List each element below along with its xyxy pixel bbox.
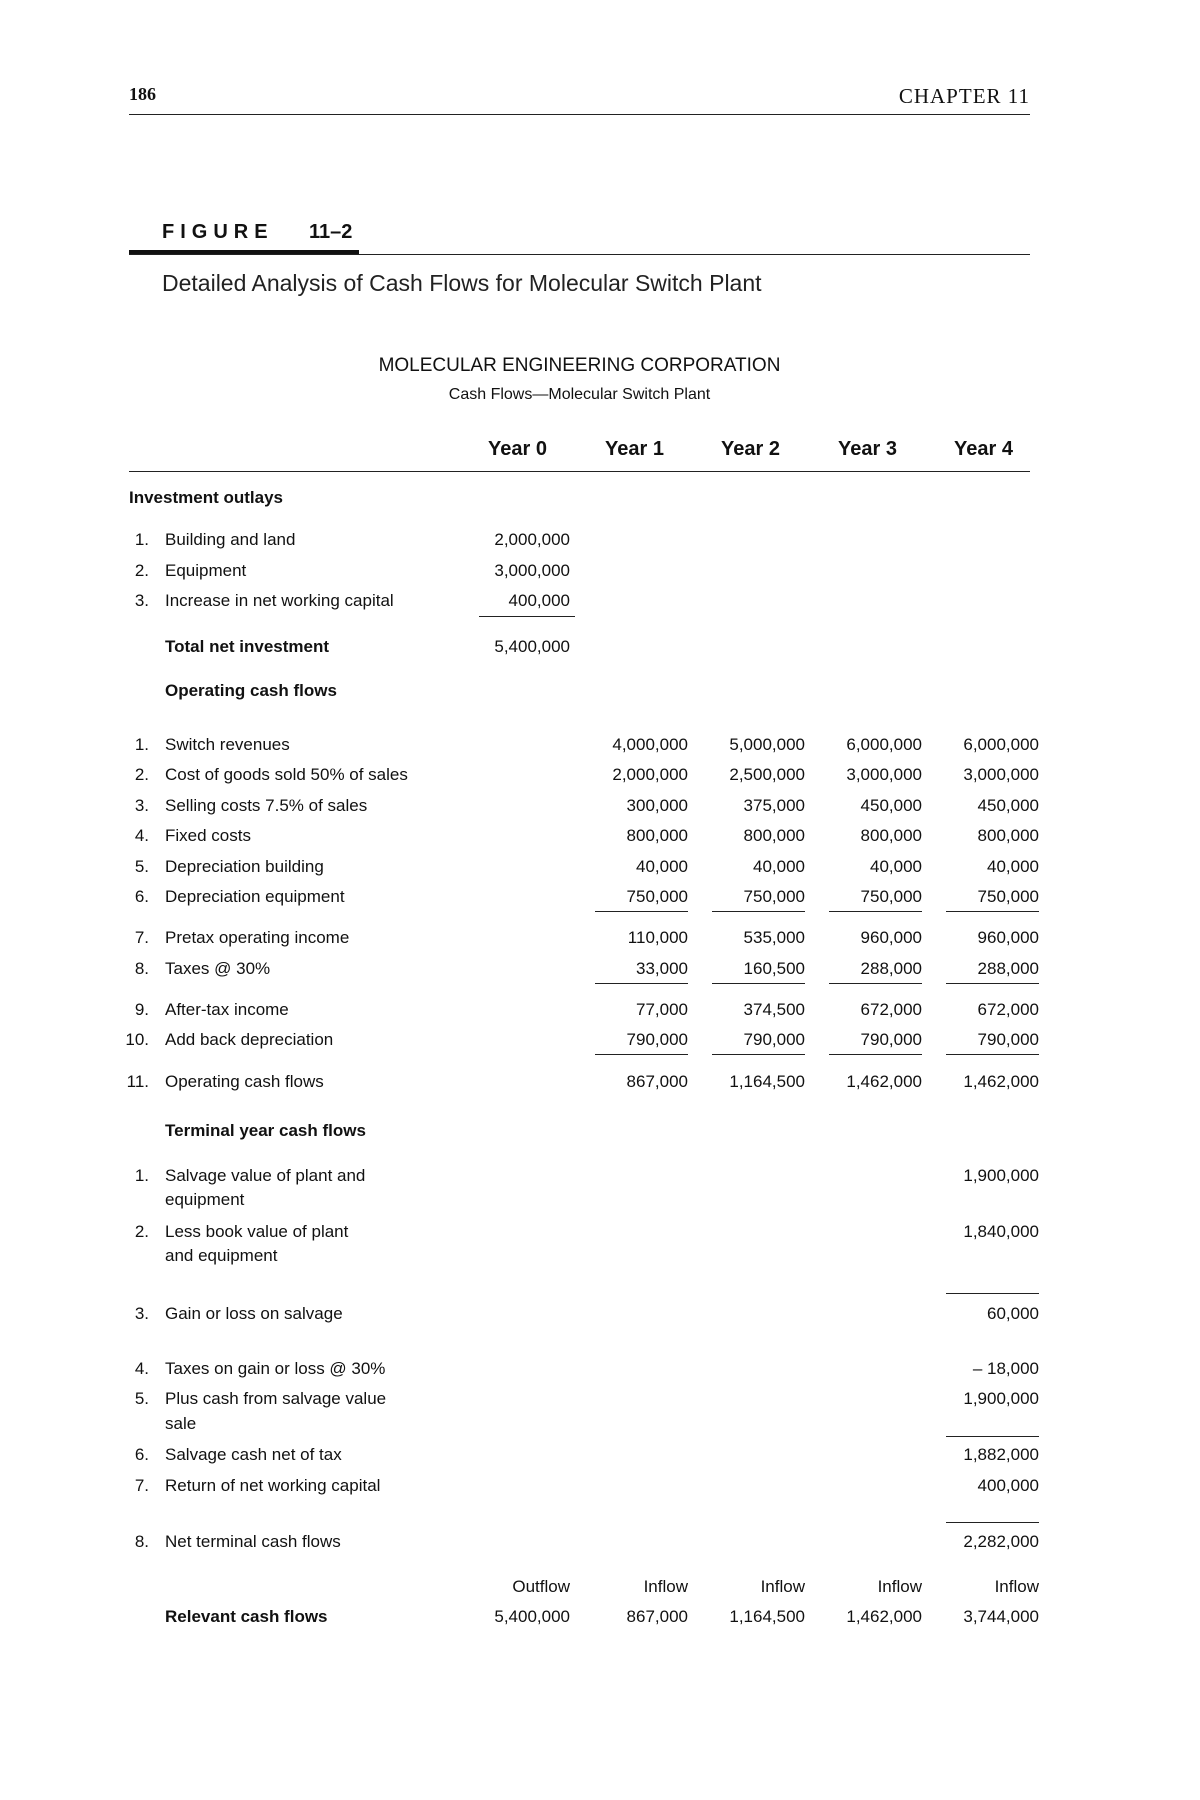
cell-value: 288,000 — [860, 959, 922, 978]
cell-value: 3,000,000 — [494, 561, 570, 580]
relevant-cash-flows-label: Relevant cash flows — [165, 1607, 328, 1626]
flow-type: Inflow — [877, 1577, 922, 1596]
sum-underline — [712, 983, 805, 984]
cell-value: 2,282,000 — [963, 1532, 1039, 1551]
sum-underline — [946, 1293, 1039, 1294]
section-heading-operating: Operating cash flows — [165, 681, 337, 700]
cell-value: 2,000,000 — [494, 530, 570, 549]
cell-value: 450,000 — [860, 796, 922, 815]
sum-underline — [479, 616, 575, 617]
total-net-investment-label: Total net investment — [165, 637, 330, 656]
row-label-continued: equipment — [165, 1190, 245, 1209]
relevant-cash-flow-value: 1,164,500 — [729, 1607, 805, 1626]
cell-value: 1,900,000 — [963, 1389, 1039, 1408]
cell-value: 400,000 — [977, 1476, 1039, 1495]
cell-value: 750,000 — [860, 887, 922, 906]
cell-value: 2,500,000 — [729, 765, 805, 784]
row-label-continued: sale — [165, 1414, 197, 1433]
cell-value: 160,500 — [743, 959, 805, 978]
sum-underline — [829, 983, 922, 984]
relevant-cash-flow-value: 1,462,000 — [846, 1607, 922, 1626]
row-number: 3. — [134, 1304, 149, 1323]
cell-value: 750,000 — [743, 887, 805, 906]
sum-underline — [946, 1436, 1039, 1437]
row-label: Cost of goods sold 50% of sales — [165, 765, 408, 784]
cell-value: 3,000,000 — [963, 765, 1039, 784]
column-header-year-0: Year 0 — [488, 438, 547, 460]
cell-value: 672,000 — [860, 1000, 922, 1019]
row-number: 2. — [134, 765, 149, 784]
row-number: 1. — [134, 735, 149, 754]
cell-value: – 18,000 — [972, 1359, 1039, 1378]
cell-value: 790,000 — [860, 1030, 922, 1049]
cell-value: 790,000 — [977, 1030, 1039, 1049]
row-label: Equipment — [165, 561, 247, 580]
cell-value: 1,882,000 — [963, 1445, 1039, 1464]
row-number: 2. — [134, 561, 149, 580]
company-name: MOLECULAR ENGINEERING CORPORATION — [378, 355, 781, 376]
cell-value: 40,000 — [753, 857, 805, 876]
row-number: 3. — [134, 591, 149, 610]
relevant-cash-flow-value: 5,400,000 — [494, 1607, 570, 1626]
cell-value: 750,000 — [626, 887, 688, 906]
row-label: Switch revenues — [165, 735, 290, 754]
row-label: Plus cash from salvage value — [165, 1389, 387, 1408]
sum-underline — [595, 911, 688, 912]
row-label: Operating cash flows — [165, 1072, 324, 1091]
row-number: 8. — [134, 1532, 149, 1551]
row-label: Pretax operating income — [165, 928, 350, 947]
sum-underline — [595, 983, 688, 984]
row-label: Net terminal cash flows — [165, 1532, 341, 1551]
row-number: 6. — [134, 887, 149, 906]
row-number: 7. — [134, 928, 149, 947]
sum-underline — [946, 1522, 1039, 1523]
cell-value: 1,462,000 — [846, 1072, 922, 1091]
row-number: 1. — [134, 530, 149, 549]
row-label: Taxes on gain or loss @ 30% — [165, 1359, 386, 1378]
row-label: Return of net working capital — [165, 1476, 381, 1495]
cell-value: 6,000,000 — [963, 735, 1039, 754]
column-header-year-1: Year 1 — [605, 438, 664, 460]
cell-value: 960,000 — [977, 928, 1039, 947]
cell-value: 4,000,000 — [612, 735, 688, 754]
cell-value: 1,462,000 — [963, 1072, 1039, 1091]
row-label: Add back depreciation — [165, 1030, 334, 1049]
cell-value: 110,000 — [627, 928, 688, 947]
row-number: 8. — [134, 959, 149, 978]
row-label: Salvage value of plant and — [165, 1166, 366, 1185]
cell-value: 288,000 — [977, 959, 1039, 978]
row-number: 2. — [134, 1222, 149, 1241]
row-number: 3. — [134, 796, 149, 815]
section-heading-investment: Investment outlays — [129, 488, 283, 507]
figure-number: 11–2 — [309, 221, 353, 243]
row-number: 4. — [134, 826, 149, 845]
cell-value: 5,000,000 — [729, 735, 805, 754]
table-header-rule — [129, 471, 1030, 472]
cell-value: 2,000,000 — [612, 765, 688, 784]
cell-value: 790,000 — [626, 1030, 688, 1049]
column-header-year-3: Year 3 — [838, 438, 897, 460]
chapter-title: CHAPTER 11 — [898, 84, 1030, 108]
row-label: Selling costs 7.5% of sales — [165, 796, 368, 815]
row-label: Depreciation equipment — [165, 887, 345, 906]
cell-value: 33,000 — [636, 959, 688, 978]
column-header-year-4: Year 4 — [954, 438, 1013, 460]
cell-value: 790,000 — [743, 1030, 805, 1049]
cell-value: 800,000 — [977, 826, 1039, 845]
flow-type: Outflow — [512, 1577, 570, 1596]
row-number: 1. — [134, 1166, 149, 1185]
cell-value: 1,840,000 — [963, 1222, 1039, 1241]
cell-value: 800,000 — [626, 826, 688, 845]
relevant-cash-flow-value: 3,744,000 — [963, 1607, 1039, 1626]
sum-underline — [946, 911, 1039, 912]
row-label: Increase in net working capital — [165, 591, 394, 610]
cell-value: 40,000 — [987, 857, 1039, 876]
cell-value: 77,000 — [636, 1000, 688, 1019]
row-label: Taxes @ 30% — [165, 959, 271, 978]
row-label: Building and land — [165, 530, 296, 549]
cell-value: 535,000 — [743, 928, 805, 947]
row-label: Gain or loss on salvage — [165, 1304, 343, 1323]
cell-value: 960,000 — [860, 928, 922, 947]
figure-label: FIGURE — [162, 221, 274, 243]
sum-underline — [712, 911, 805, 912]
row-label: Salvage cash net of tax — [165, 1445, 342, 1464]
row-label-continued: and equipment — [165, 1246, 278, 1265]
cell-value: 450,000 — [977, 796, 1039, 815]
row-label: After-tax income — [165, 1000, 289, 1019]
cell-value: 1,900,000 — [963, 1166, 1039, 1185]
row-number: 5. — [134, 857, 149, 876]
sum-underline — [712, 1054, 805, 1055]
row-number: 9. — [134, 1000, 149, 1019]
section-heading-terminal: Terminal year cash flows — [165, 1121, 366, 1140]
cell-value: 60,000 — [987, 1304, 1039, 1323]
sum-underline — [946, 983, 1039, 984]
sum-underline — [595, 1054, 688, 1055]
total-net-investment-value: 5,400,000 — [494, 637, 570, 656]
cell-value: 750,000 — [977, 887, 1039, 906]
cell-value: 374,500 — [743, 1000, 805, 1019]
cell-value: 40,000 — [870, 857, 922, 876]
cell-value: 1,164,500 — [729, 1072, 805, 1091]
column-header-year-2: Year 2 — [721, 438, 780, 460]
row-label: Fixed costs — [165, 826, 251, 845]
sum-underline — [829, 1054, 922, 1055]
row-number: 6. — [134, 1445, 149, 1464]
row-number: 4. — [134, 1359, 149, 1378]
cell-value: 867,000 — [626, 1072, 688, 1091]
row-label: Less book value of plant — [165, 1222, 349, 1241]
flow-type: Inflow — [643, 1577, 688, 1596]
cell-value: 375,000 — [743, 796, 805, 815]
cell-value: 300,000 — [626, 796, 688, 815]
row-label: Depreciation building — [165, 857, 324, 876]
row-number: 11. — [126, 1072, 149, 1091]
flow-type: Inflow — [994, 1577, 1039, 1596]
cell-value: 672,000 — [977, 1000, 1039, 1019]
cell-value: 3,000,000 — [846, 765, 922, 784]
cell-value: 6,000,000 — [846, 735, 922, 754]
table-subtitle: Cash Flows—Molecular Switch Plant — [448, 386, 711, 403]
figure-rule-thin — [129, 254, 1030, 255]
header-rule — [129, 114, 1030, 115]
sum-underline — [946, 1054, 1039, 1055]
cell-value: 800,000 — [743, 826, 805, 845]
page-number: 186 — [129, 84, 156, 104]
flow-type: Inflow — [760, 1577, 805, 1596]
cell-value: 800,000 — [860, 826, 922, 845]
cell-value: 40,000 — [636, 857, 688, 876]
figure-caption: Detailed Analysis of Cash Flows for Molecular Switch Plant — [162, 270, 762, 296]
relevant-cash-flow-value: 867,000 — [626, 1607, 688, 1626]
row-number: 10. — [125, 1030, 149, 1049]
row-number: 5. — [134, 1389, 149, 1408]
cell-value: 400,000 — [508, 591, 570, 610]
sum-underline — [829, 911, 922, 912]
row-number: 7. — [134, 1476, 149, 1495]
